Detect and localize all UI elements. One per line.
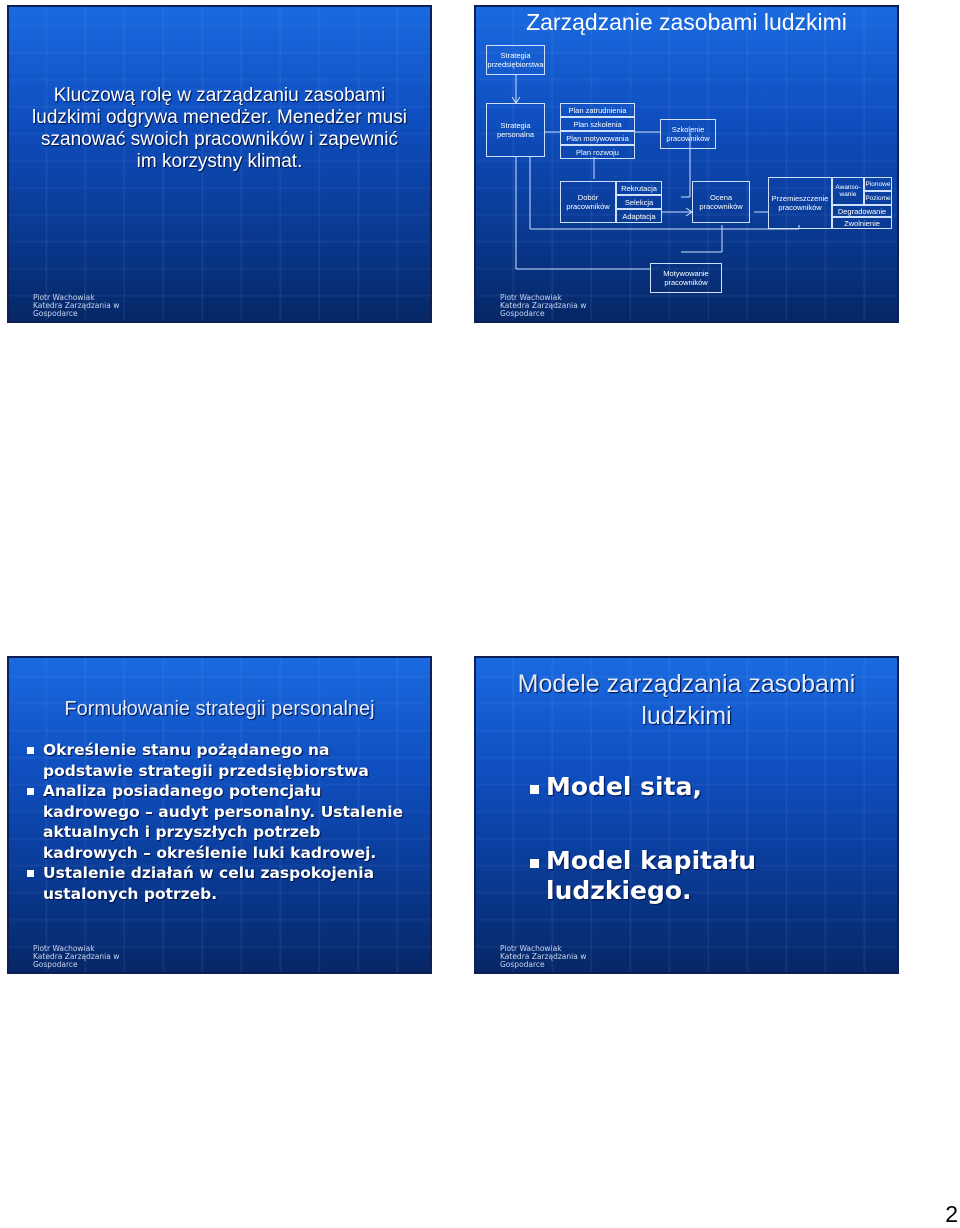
slide-1-text: Kluczową rolę w zarządzaniu zasobami ludzkimi odgrywa menedżer. Menedżer musi szanować swoich pracowników i zapewnić im korzystny klimat.: [32, 85, 407, 172]
page-number: 2: [945, 1201, 958, 1227]
bullet-item: [528, 846, 887, 906]
bullet-text: Model kapitału ludzkiego.: [546, 846, 757, 905]
footer-department: Katedra Zarządzania w: [33, 301, 120, 310]
bullet-text: Model sita,: [546, 772, 702, 801]
pionowe-cell: Pionowe: [864, 177, 892, 191]
footer-author: Piotr Wachowiak: [500, 944, 562, 953]
bullet-text: Określenie stanu pożądanego na podstawie strategii przedsiębiorstwa: [43, 741, 369, 780]
slide-footer: [33, 294, 119, 318]
plan-szkolenia-cell: Plan szkolenia: [560, 117, 635, 131]
bullet-square-icon: [27, 870, 34, 877]
footer-department-2: Gospodarce: [33, 309, 78, 318]
zwolnienie-cell: Zwolnienie: [832, 217, 892, 229]
bullet-square-icon: [530, 785, 539, 794]
footer-department: Katedra Zarządzania w: [33, 952, 120, 961]
slide-4-bullet-1: [528, 772, 887, 802]
strategia-personalna-box: Strategia personalna: [486, 103, 545, 157]
przemieszczenie-pracownikow-box: Przemieszczenie pracowników: [768, 177, 832, 229]
bullet-item: [25, 863, 420, 904]
bullet-item: [25, 781, 420, 863]
strategia-przedsiebiorstwa-box: Strategia przedsiębiorstwa: [486, 45, 545, 75]
footer-department: Katedra Zarządzania w: [500, 301, 587, 310]
bullet-square-icon: [27, 747, 34, 754]
slide-footer: [33, 945, 119, 969]
adaptacja-cell: Adaptacja: [616, 209, 662, 223]
slide-footer: [500, 294, 586, 318]
poziome-cell: Poziome: [864, 191, 892, 205]
plan-zatrudnienia-cell: Plan zatrudnienia: [560, 103, 635, 117]
slide-3-bullet-list: [25, 740, 420, 904]
ocena-pracownikow-box: Ocena pracowników: [692, 181, 750, 223]
slide-4-title: Modele zarządzania zasobami ludzkimi: [517, 670, 856, 730]
slide-3-title: Formułowanie strategii personalnej: [64, 698, 375, 720]
slide-2: [474, 5, 899, 323]
bullet-text: Analiza posiadanego potencjału kadrowego – audyt personalny. Ustalenie aktualnych i przyszłych potrzeb kadrowych – określenie luki kadrowej.: [43, 782, 404, 862]
footer-author: Piotr Wachowiak: [33, 293, 95, 302]
motywowanie-pracownikow-box: Motywowanie pracowników: [650, 263, 722, 293]
slide-1: [7, 5, 432, 323]
footer-department-2: Gospodarce: [500, 309, 545, 318]
slide-footer: [500, 945, 586, 969]
szkolenie-pracownikow-box: Szkolenie pracowników: [660, 119, 716, 149]
footer-department-2: Gospodarce: [500, 960, 545, 969]
plan-motywowania-cell: Plan motywowania: [560, 131, 635, 145]
degradowanie-cell: Degradowanie: [832, 205, 892, 217]
awansowanie-cell: Awanso-wanie: [832, 177, 864, 205]
bullet-item: [25, 740, 420, 781]
slide-3: [7, 656, 432, 974]
slide-2-title: Zarządzanie zasobami ludzkimi: [526, 9, 847, 35]
bullet-square-icon: [27, 788, 34, 795]
bullet-text: Ustalenie działań w celu zaspokojenia ustalonych potrzeb.: [43, 864, 375, 903]
slide-4: [474, 656, 899, 974]
bullet-item: [528, 772, 887, 802]
dobor-pracownikow-box: Dobór pracowników: [560, 181, 616, 223]
footer-author: Piotr Wachowiak: [33, 944, 95, 953]
footer-department: Katedra Zarządzania w: [500, 952, 587, 961]
slide-4-bullet-2: [528, 846, 887, 906]
bullet-square-icon: [530, 859, 539, 868]
rekrutacja-cell: Rekrutacja: [616, 181, 662, 195]
footer-author: Piotr Wachowiak: [500, 293, 562, 302]
plan-rozwoju-cell: Plan rozwoju: [560, 145, 635, 159]
selekcja-cell: Selekcja: [616, 195, 662, 209]
footer-department-2: Gospodarce: [33, 960, 78, 969]
